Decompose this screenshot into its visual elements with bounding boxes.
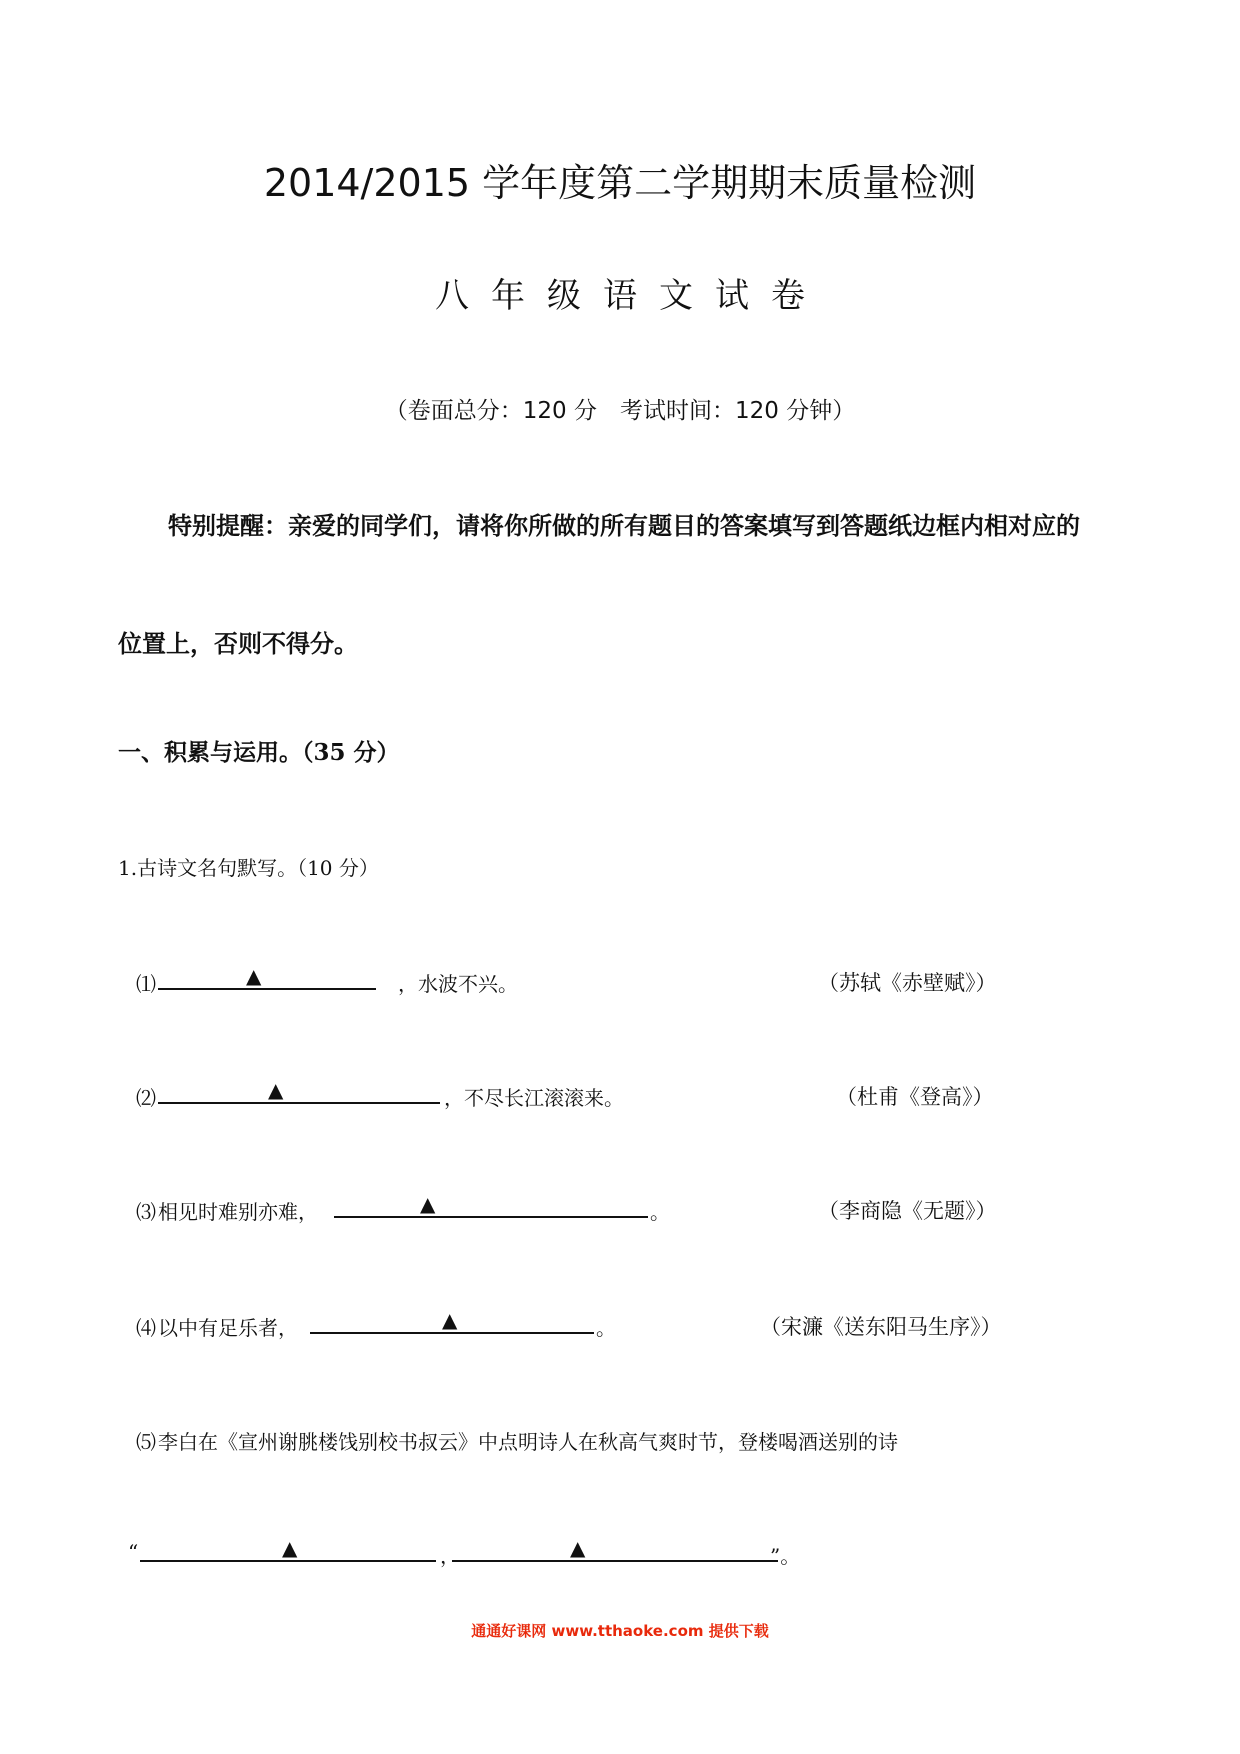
item-5-blank-1 bbox=[140, 1560, 436, 1562]
item-2-number: ⑵ bbox=[136, 1086, 156, 1110]
item-3-text-after: 。 bbox=[650, 1200, 670, 1224]
blank-marker-icon: ▲ bbox=[442, 1308, 458, 1332]
item-3-number: ⑶ bbox=[136, 1200, 156, 1224]
item-4-text-after: 。 bbox=[596, 1316, 616, 1340]
question-1-stem: 1.古诗文名句默写。（10 分） bbox=[118, 856, 379, 880]
notice-line-1: 特别提醒：亲爱的同学们，请将你所做的所有题目的答案填写到答题纸边框内相对应的 bbox=[168, 512, 1080, 540]
blank-marker-icon: ▲ bbox=[420, 1192, 436, 1216]
item-4-number: ⑷ bbox=[136, 1316, 156, 1340]
blank-marker-icon: ▲ bbox=[246, 964, 262, 988]
item-1-text: ，水波不兴。 bbox=[398, 972, 518, 996]
item-3-blank bbox=[334, 1216, 648, 1218]
item-1-blank bbox=[158, 988, 376, 990]
item-5-blank-2 bbox=[452, 1560, 778, 1562]
item-3-text-before: 相见时难别亦难， bbox=[158, 1200, 318, 1224]
exam-meta: （卷面总分：120 分 考试时间：120 分钟） bbox=[384, 398, 856, 424]
item-2-blank bbox=[158, 1102, 440, 1104]
item-4-source: （宋濂《送东阳马生序》） bbox=[760, 1315, 1002, 1339]
item-1-source: （苏轼《赤壁赋》） bbox=[818, 971, 997, 995]
item-4-text-before: 以中有足乐者， bbox=[158, 1316, 298, 1340]
blank-marker-icon: ▲ bbox=[282, 1536, 298, 1560]
item-5-number: ⑸ bbox=[136, 1430, 156, 1454]
exam-title: 2014/2015 学年度第二学期期末质量检测 bbox=[263, 161, 977, 205]
item-4-blank bbox=[310, 1332, 594, 1334]
item-5-quote-close: ”。 bbox=[770, 1544, 801, 1568]
item-5-quote-open: “ bbox=[128, 1540, 139, 1564]
blank-marker-icon: ▲ bbox=[570, 1536, 586, 1560]
item-5-separator: ， bbox=[440, 1544, 460, 1568]
blank-marker-icon: ▲ bbox=[268, 1078, 284, 1102]
item-1-number: ⑴ bbox=[136, 972, 156, 996]
item-3-source: （李商隐《无题》） bbox=[818, 1199, 997, 1223]
footer-watermark-link[interactable]: 通通好课网 www.tthaoke.com 提供下载 bbox=[471, 1622, 769, 1640]
notice-line-2: 位置上，否则不得分。 bbox=[118, 630, 358, 658]
item-2-text: ，不尽长江滚滚来。 bbox=[444, 1086, 624, 1110]
item-2-source: （杜甫《登高》） bbox=[836, 1085, 994, 1109]
item-5-text: 李白在《宣州谢朓楼饯别校书叔云》中点明诗人在秋高气爽时节，登楼喝酒送别的诗 bbox=[158, 1430, 898, 1454]
exam-subtitle: 八年级语文试卷 bbox=[435, 276, 827, 316]
section-heading: 一、积累与运用。（35 分） bbox=[118, 739, 400, 766]
